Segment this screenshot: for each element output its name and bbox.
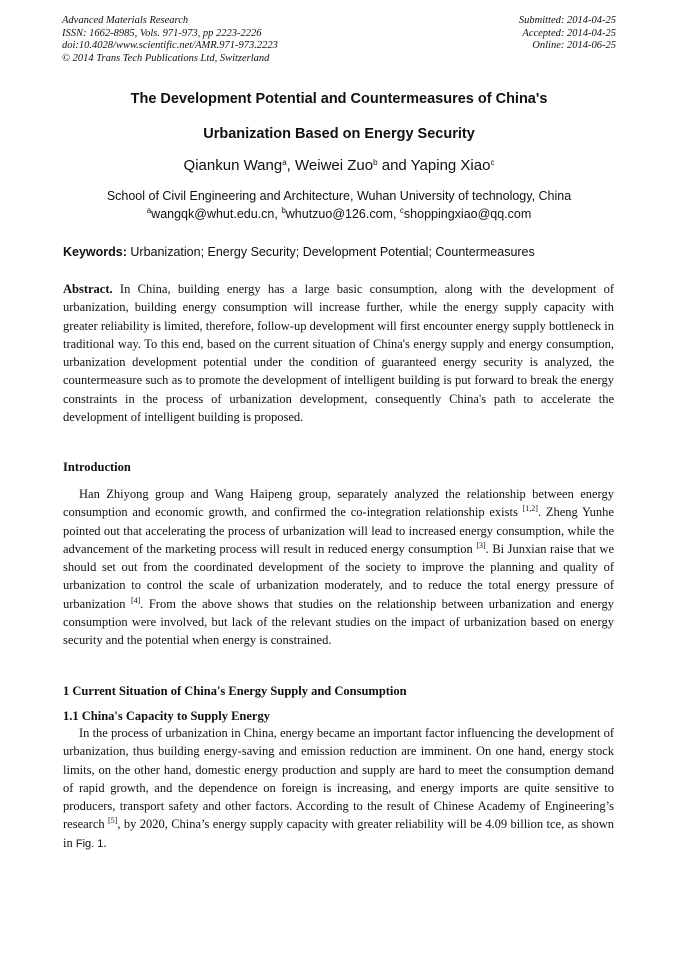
email-mark: a	[146, 206, 152, 215]
abstract	[63, 280, 614, 426]
keywords-label: Keywords:	[63, 245, 127, 259]
author-mark: a	[282, 158, 287, 167]
online-date: Online: 2014-06-25	[532, 40, 616, 51]
email-mark: c	[399, 206, 404, 215]
accepted-date: Accepted: 2014-04-25	[522, 27, 616, 39]
author-mark: c	[490, 158, 495, 167]
abstract-text: In China, building energy has a large basic consumption, along with the development of urbanization, building energy consumption will increase further, while the energy supply capacity with greater reliability is limited, therefore, follow-up development will first encounter energy supply bottleneck in traditional way. To this end, based on the current situation of China's energy supply and energy consumption, urbanization development potential under the condition of guaranteed energy security is analyzed, the countermeasure such as to promote the development of intelligent building is put forward to break the energy constraints in the process of urbanization development, consequently China's path to accelerate the development of intelligent building is proposed.	[63, 282, 614, 425]
affiliation: School of Civil Engineering and Architecture, Wuhan University of technology, China	[106, 189, 572, 203]
paper-title-line2: Urbanization Based on Energy Security	[203, 126, 475, 142]
paper-title-line1: The Development Potential and Countermeasures of China's	[130, 91, 548, 107]
author-mark: b	[373, 158, 378, 167]
keywords	[63, 245, 623, 259]
dates-header	[519, 15, 616, 53]
intro-text: . Zheng Yunhe pointed out that accelerating the process of urbanization will lead to increased energy consumption, while the advancement of the marketing process will result in reduced energy consumption	[63, 505, 614, 556]
keywords-text: Urbanization; Energy Security; Development Potential; Countermeasures	[130, 245, 535, 259]
author-separator: and	[377, 157, 411, 174]
section1-heading: 1 Current Situation of China's Energy Supply and Consumption	[63, 684, 407, 698]
intro-heading: Introduction	[63, 460, 131, 474]
citation[interactable]: [3]	[476, 540, 486, 550]
email-separator: ,	[392, 207, 400, 221]
section11-heading: 1.1 China's Capacity to Supply Energy	[63, 709, 270, 723]
issn: ISSN: 1662-8985, Vols. 971-973, pp 2223-2226	[62, 27, 262, 39]
author-name: Yaping Xiao	[410, 157, 491, 174]
email-mark: b	[281, 206, 286, 215]
authors	[40, 157, 638, 174]
citation[interactable]: [1,2]	[522, 504, 538, 514]
journal-header	[62, 15, 278, 65]
email-address[interactable]: wangqk@whut.edu.cn	[151, 207, 275, 221]
email-address[interactable]: shoppingxiao@qq.com	[403, 207, 532, 221]
email-separator: ,	[274, 207, 282, 221]
doi: doi:10.4028/www.scientific.net/AMR.971-973.2223	[62, 40, 278, 51]
submitted-date: Submitted: 2014-04-25	[518, 15, 616, 26]
section11-paragraph	[63, 724, 614, 853]
author-name: Qiankun Wang	[183, 157, 283, 174]
author-name: Weiwei Zuo	[295, 157, 374, 174]
section-text: , by 2020, China’s energy supply capacity with greater reliability will be 4.09 billion tce, as shown in	[63, 817, 614, 850]
intro-paragraph	[63, 485, 614, 650]
citation[interactable]: [4]	[130, 595, 141, 605]
abstract-label: Abstract.	[63, 282, 113, 296]
emails	[40, 207, 638, 221]
author-separator: ,	[286, 157, 296, 174]
citation[interactable]: [5]	[108, 816, 118, 826]
copyright: © 2014 Trans Tech Publications Ltd, Switzerland	[62, 52, 270, 64]
intro-text: . Bi Junxian raise that we should set out from the coordinated development of the society to improve the planning and quality of urbanization to control the scale of urbanization moderately, and to reduce the total energy pressure of urbanization	[63, 541, 614, 611]
intro-text: Han Zhiyong group and Wang Haipeng group, separately analyzed the relationship between energy consumption and economic growth, and confirmed the co-integration relationship exists	[63, 487, 614, 520]
email-address[interactable]: whutzuo@126.com	[285, 207, 393, 221]
section-text: In the process of urbanization in China, energy became an important factor influencing the development of urbanization, thus building energy-saving and emission reduction are imminent. On one hand, energy stock limits, on the other hand, domestic energy production and supply are hard to meet the consumption demand of rapid growth, and the dependence on foreign is increasing, and energy imports are quite sensitive to producers, transport safety and other factors. According to the result of Chinese Academy of Engineering’s research	[63, 726, 614, 832]
section-text: .	[103, 835, 107, 850]
intro-text: . From the above shows that studies on the relationship between urbanization and energy consumption were involved, but lack of the relevant studies on the impact of urbanization based on energy security and the potential when energy is constrained.	[63, 596, 614, 648]
figure-reference[interactable]: Fig. 1	[75, 837, 104, 850]
journal-name: Advanced Materials Research	[62, 15, 189, 26]
